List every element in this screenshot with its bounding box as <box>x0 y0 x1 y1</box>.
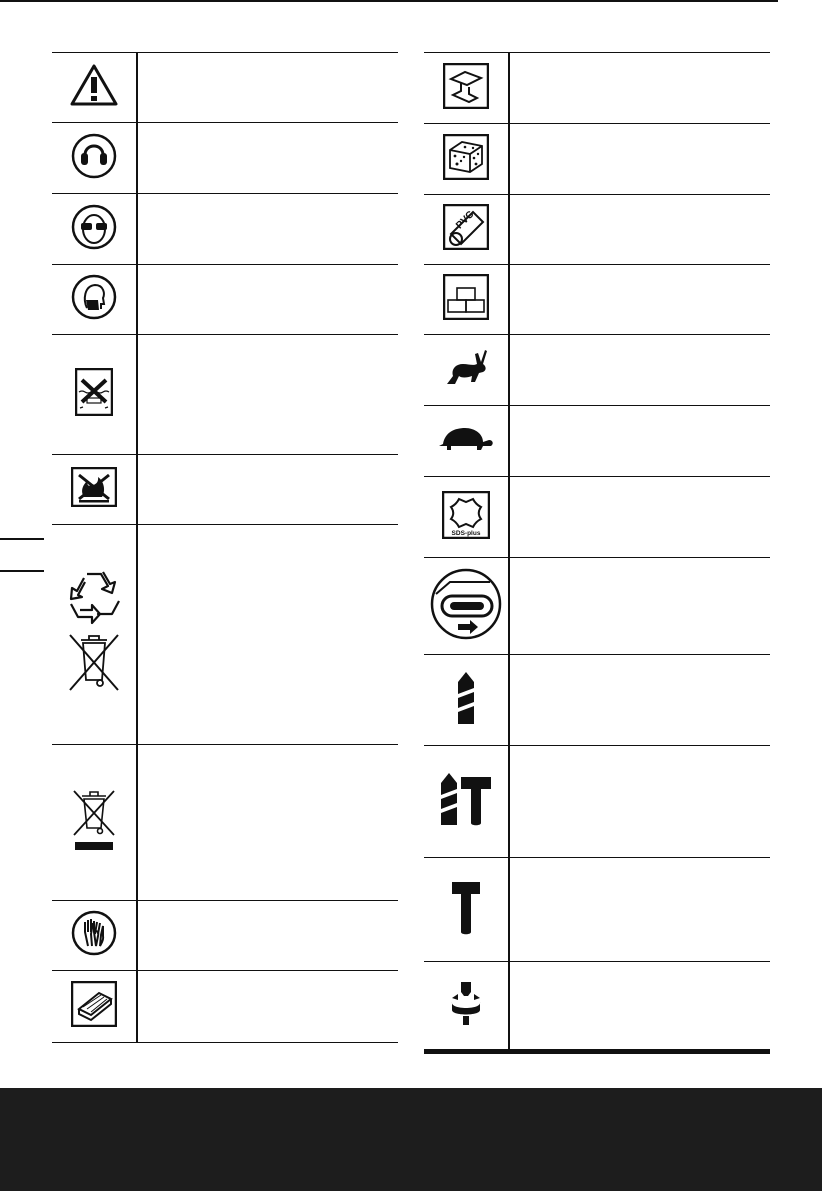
symbol-description <box>137 901 398 971</box>
symbol-description <box>509 477 770 558</box>
table-row <box>424 655 770 746</box>
hammer-drill-mode-icon <box>439 771 493 832</box>
symbol-description <box>137 123 398 194</box>
wood-material-icon <box>71 981 117 1032</box>
symbol-description <box>509 962 770 1052</box>
warning-triangle-icon <box>69 63 119 112</box>
table-row <box>424 962 770 1052</box>
table-row <box>424 53 770 124</box>
wear-eye-protection-icon <box>71 204 117 255</box>
symbol-description <box>509 858 770 962</box>
table-row <box>52 123 398 194</box>
sds-plus-chuck-icon <box>442 491 490 544</box>
table-row <box>52 745 398 901</box>
table-row <box>424 477 770 558</box>
table-row <box>52 194 398 265</box>
table-row <box>52 53 398 123</box>
sds-plus-label: SDS-plus <box>451 529 481 537</box>
symbol-description <box>509 335 770 406</box>
symbol-description <box>137 525 398 745</box>
chisel-mode-icon <box>451 878 481 941</box>
symbol-description <box>509 124 770 195</box>
table-row <box>424 858 770 962</box>
wear-gloves-icon <box>71 910 117 961</box>
symbol-description <box>137 194 398 265</box>
chisel-rotation-adjust-icon <box>446 980 486 1031</box>
pvc-material-icon <box>443 204 489 255</box>
page-footer-band <box>0 1088 822 1191</box>
table-row <box>424 265 770 335</box>
symbol-description <box>137 265 398 335</box>
wear-ear-protection-icon <box>71 133 117 184</box>
symbol-description <box>137 53 398 123</box>
do-not-burn-battery-icon <box>71 467 117 512</box>
symbol-description <box>137 971 398 1043</box>
pvc-label: PVC <box>454 209 477 232</box>
table-row <box>424 195 770 265</box>
wear-dust-mask-icon <box>71 274 117 325</box>
drill-mode-icon <box>454 670 478 731</box>
symbol-description <box>509 265 770 335</box>
usb-c-charging-port-icon <box>430 568 502 645</box>
symbols-table-left <box>52 52 398 1043</box>
symbol-description <box>509 406 770 477</box>
table-row <box>52 525 398 745</box>
table-row <box>52 335 398 455</box>
table-row <box>52 971 398 1043</box>
recycle-and-crossed-bin-icon <box>67 570 121 699</box>
top-rule <box>0 0 778 2</box>
page-side-tab <box>0 538 44 572</box>
metal-material-icon <box>443 63 489 114</box>
low-speed-turtle-icon <box>437 424 495 459</box>
symbol-description <box>509 53 770 124</box>
table-row <box>424 406 770 477</box>
table-row <box>424 335 770 406</box>
symbol-description <box>509 655 770 746</box>
symbol-description <box>509 195 770 265</box>
concrete-material-icon <box>443 134 489 185</box>
table-row <box>52 265 398 335</box>
table-row <box>424 124 770 195</box>
symbol-description <box>509 558 770 655</box>
do-not-expose-to-water-icon <box>75 368 113 421</box>
high-speed-rabbit-icon <box>441 346 491 395</box>
table-row <box>52 901 398 971</box>
table-row <box>424 746 770 858</box>
symbols-table-right <box>424 52 770 1054</box>
masonry-bricks-icon <box>443 274 489 325</box>
table-row <box>52 455 398 525</box>
table-row <box>424 558 770 655</box>
crossed-bin-with-bar-icon <box>71 788 117 857</box>
symbol-description <box>137 745 398 901</box>
symbol-description <box>509 746 770 858</box>
symbol-description <box>137 335 398 455</box>
symbol-description <box>137 455 398 525</box>
